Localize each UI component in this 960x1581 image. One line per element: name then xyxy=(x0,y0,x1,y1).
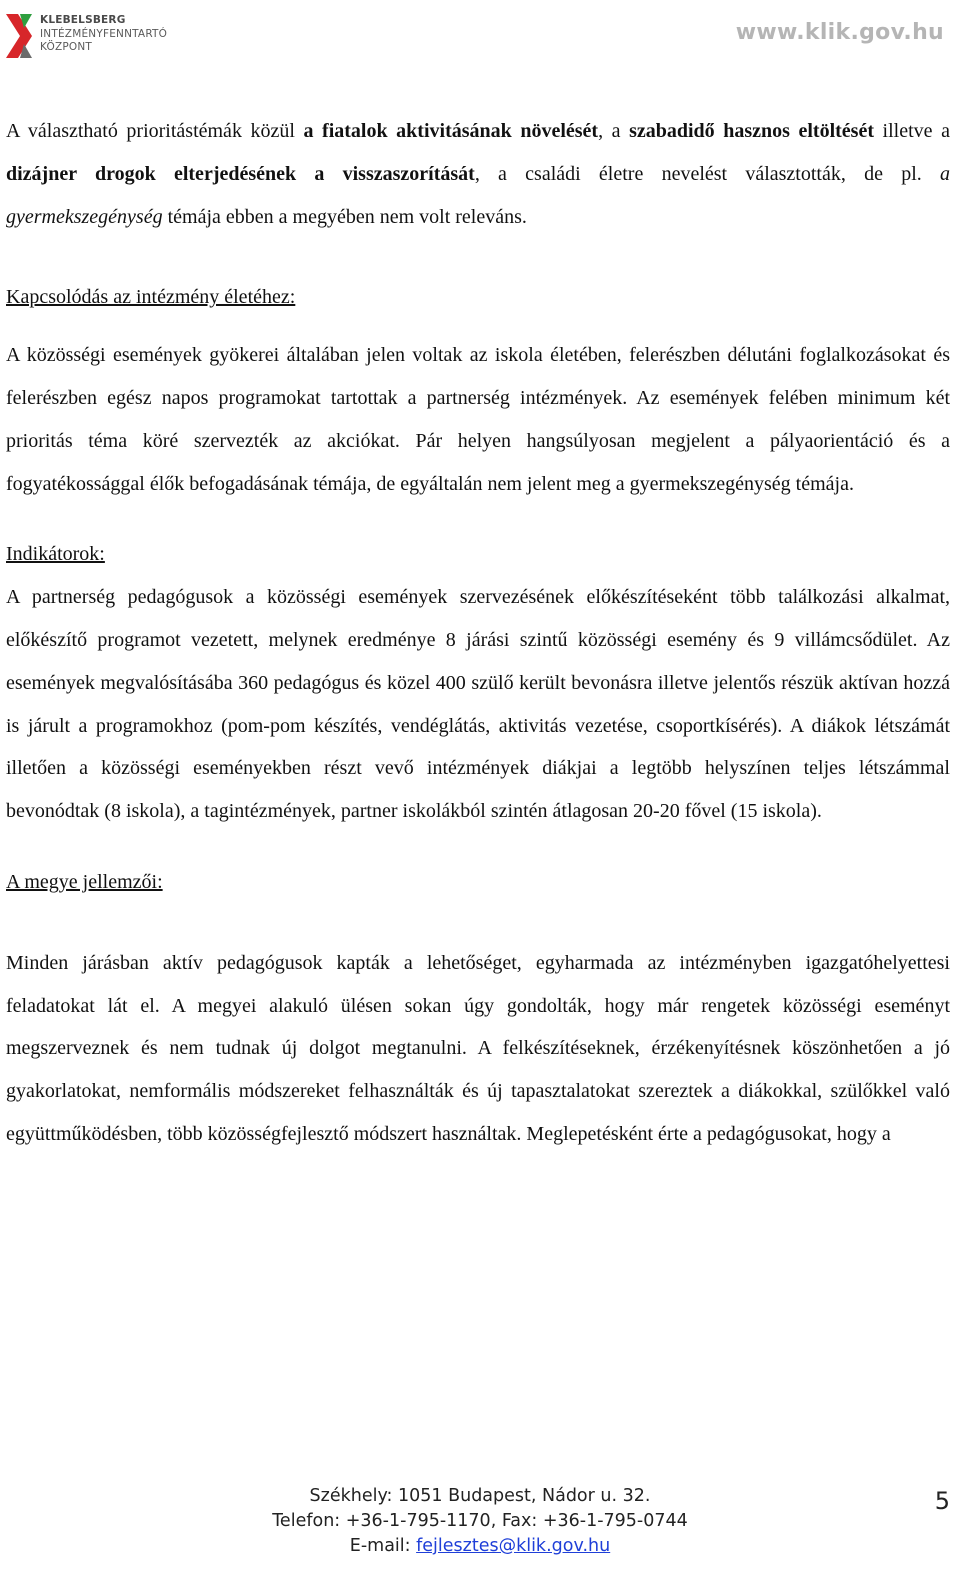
heading-institution-link-text: Kapcsolódás az intézmény életéhez: xyxy=(6,286,296,309)
heading-indicators-text: Indikátorok: xyxy=(6,543,105,566)
paragraph-priorities xyxy=(6,110,950,238)
text-run: a fiatalok aktivitásának növelését xyxy=(303,120,599,142)
paragraph-county: Minden járásban aktív pedagógusok kapták a lehetőséget, egyharmada az intézményben igazgatóhelyettesi feladatokat lát el. A megyei alakuló ülésen sokan úgy gondolták, hogy már rengetek közösségi eseményt megszerveznek és nem tudnak új dolgot megtanulni. A felkészítéseknek, érzékenyítésnek köszönhetően a jó gyakorlatokat, nemformális módszereket felhasználták és új tapasztalatokat szereztek a diákokkal, szülőkkel való együttműködésben, több közösségfejlesztő módszert használtak. Meglepetésként érte a pedagógusokat, hogy a xyxy=(6,951,950,1145)
footer-email-link[interactable]: fejlesztes@klik.gov.hu xyxy=(416,1536,611,1556)
klik-logo xyxy=(4,8,179,64)
paragraph-indicators: A partnerség pedagógusok a közösségi események szervezésének előkészítéseként több találkozási alkalmat, előkészítő programot vezetett, melynek eredménye 8 járási szintű közösségi esemény és 9 villámcsődület. Az események megvalósításába 360 pedagógus és közel 400 szülő került bevonásra illetve jelentős részük aktívan hozzá is járult a programokhoz (pom-pom készítés, vendéglátás, aktivitás vezetése, csoportkísérés). A diákok létszámát illetően a közösségi eseményekben részt vevő intézmények diákjai a legtöbb helyszínen teljes létszámmal bevonódtak (8 iskola), a tagintézmények, partner iskolákból szintén átlagosan 20-20 fővel (15 iskola). xyxy=(6,586,950,823)
logo-line-1: KLEBELSBERG xyxy=(40,14,126,26)
heading-indicators xyxy=(6,533,950,576)
text-run: , a xyxy=(598,120,630,142)
page-number: 5 xyxy=(934,1487,950,1515)
text-run: illetve a xyxy=(873,120,950,142)
site-url: www.klik.gov.hu xyxy=(735,20,944,45)
logo-line-3: KÖZPONT xyxy=(40,41,93,53)
heading-county xyxy=(6,861,950,904)
heading-county-text: A megye jellemzői: xyxy=(6,870,163,893)
paragraph-institution-link: A közösségi események gyökerei általában jelen voltak az iskola életében, felerészben délutáni foglalkozásokat és felerészben egész napos programokat tartottak a partnerség intézmények. Az események felében minimum két prioritás téma köré szervezték az akciókat. Pár helyen hangsúlyosan megjelent a pályaorientáció és a fogyatékossággal élők befogadásának témája, de egyáltalán nem jelent meg a gyermekszegénység témája. xyxy=(6,344,950,495)
text-run: témája ebben a megyében nem volt releváns. xyxy=(162,205,527,228)
text-run: , a családi életre nevelést választották, de pl. xyxy=(474,162,940,185)
footer-email-label: E-mail: xyxy=(349,1536,417,1556)
text-run: A választható prioritástémák közül xyxy=(6,120,304,142)
footer-email-line xyxy=(0,1534,960,1559)
footer-address: Székhely: 1051 Budapest, Nádor u. 32. xyxy=(309,1486,651,1506)
page-footer xyxy=(0,1484,960,1559)
klik-logo-mark-icon xyxy=(4,10,36,62)
text-run: a gyermekszegénység xyxy=(6,162,950,228)
footer-phone: Telefon: +36-1-795-1170, Fax: +36-1-795-0744 xyxy=(272,1511,688,1531)
document-body xyxy=(6,110,950,1156)
logo-text xyxy=(40,14,167,55)
heading-institution-link xyxy=(6,276,950,319)
logo-line-2: INTÉZMÉNYFENNTARTÓ xyxy=(40,27,168,40)
text-run: dizájner drogok elterjedésének a visszaszorítását xyxy=(6,162,475,185)
text-run: szabadidő hasznos eltöltését xyxy=(629,120,874,142)
